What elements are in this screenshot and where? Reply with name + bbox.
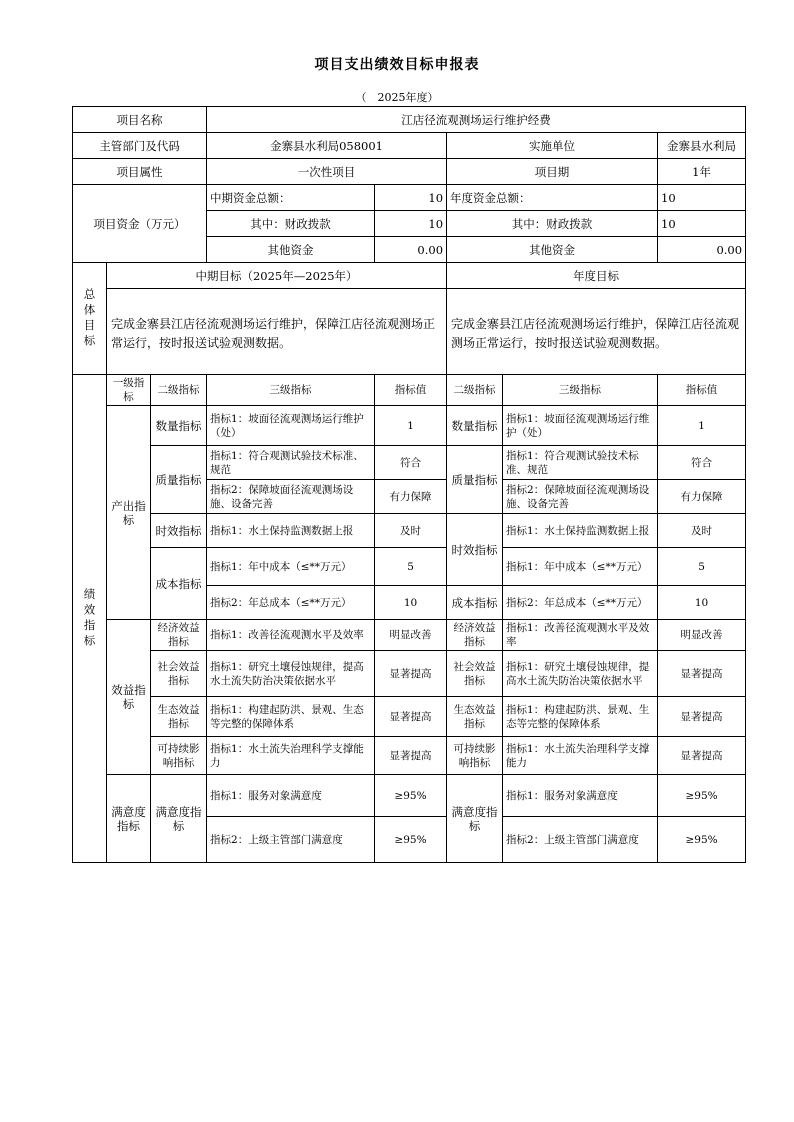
indicator-value-right: 显著提高 xyxy=(658,651,746,697)
col-level3: 三级指标 xyxy=(207,375,375,406)
cost-indicator: 成本指标 xyxy=(151,548,207,620)
indicator-text: 指标1：符合观测试验技术标准、规范 xyxy=(207,446,375,480)
indicator-text-right: 指标1：水土流失治理科学支撑能力 xyxy=(503,737,658,775)
indicator-text-right: 指标1：研究土壤侵蚀规律，提高水土流失防治决策依据水平 xyxy=(503,651,658,697)
col-level2-right: 二级指标 xyxy=(447,375,503,406)
timeliness-indicator-right: 时效指标 xyxy=(447,514,503,586)
project-name-label: 项目名称 xyxy=(73,107,207,133)
indicator-value-right: 5 xyxy=(658,548,746,586)
year-goal-text: 完成金寨县江店径流观测场运行维护，保障江店径流观测场正常运行，按时报送试验观测数据。 xyxy=(447,289,746,375)
impl-unit-value: 金寨县水利局 xyxy=(658,133,746,159)
indicator-value: ≥95% xyxy=(375,817,447,863)
project-attr-value: 一次性项目 xyxy=(207,159,447,185)
indicator-text-right: 指标1：水土保持监测数据上报 xyxy=(503,514,658,548)
timeliness-indicator: 时效指标 xyxy=(151,514,207,548)
economic-indicator: 经济效益指标 xyxy=(151,620,207,651)
indicator-text: 指标1：服务对象满意度 xyxy=(207,775,375,817)
funds-label: 项目资金（万元） xyxy=(73,185,207,263)
col-level3-right: 三级指标 xyxy=(503,375,658,406)
indicator-text-right: 指标2：上级主管部门满意度 xyxy=(503,817,658,863)
impl-unit-label: 实施单位 xyxy=(447,133,658,159)
col-level2: 二级指标 xyxy=(151,375,207,406)
indicator-value-right: 1 xyxy=(658,406,746,446)
indicator-value: 5 xyxy=(375,548,447,586)
indicator-value-right: ≥95% xyxy=(658,817,746,863)
indicator-text-right: 指标1：符合观测试验技术标准、规范 xyxy=(503,446,658,480)
indicator-text-right: 指标1：坡面径流观测场运行维护（处） xyxy=(503,406,658,446)
indicator-value: 及时 xyxy=(375,514,447,548)
indicator-value-right: 符合 xyxy=(658,446,746,480)
indicator-text: 指标1：水土保持监测数据上报 xyxy=(207,514,375,548)
indicator-text: 指标1：研究土壤侵蚀规律，提高水土流失防治决策依据水平 xyxy=(207,651,375,697)
indicator-value-right: ≥95% xyxy=(658,775,746,817)
indicator-value-right: 10 xyxy=(658,586,746,620)
indicator-text-right: 指标1：服务对象满意度 xyxy=(503,775,658,817)
indicator-text: 指标2：上级主管部门满意度 xyxy=(207,817,375,863)
indicator-value: 显著提高 xyxy=(375,651,447,697)
project-period-value: 1年 xyxy=(658,159,746,185)
year-line: （ 2025年度） xyxy=(355,91,439,104)
satisfaction-indicator-label: 满意度指标 xyxy=(107,775,151,863)
indicator-text-right: 指标1：年中成本（≤**万元） xyxy=(503,548,658,586)
indicator-text-right: 指标2：保障坡面径流观测场设施、设备完善 xyxy=(503,480,658,514)
ecological-indicator: 生态效益指标 xyxy=(151,697,207,737)
social-indicator: 社会效益指标 xyxy=(151,651,207,697)
mid-total-value: 10 xyxy=(375,185,447,211)
indicator-text-right: 指标1：改善径流观测水平及效率 xyxy=(503,620,658,651)
indicator-value: 1 xyxy=(375,406,447,446)
indicator-value-right: 显著提高 xyxy=(658,737,746,775)
year-goal-header: 年度目标 xyxy=(447,263,746,289)
sustainable-indicator: 可持续影响指标 xyxy=(151,737,207,775)
indicator-text: 指标2：年总成本（≤**万元） xyxy=(207,586,375,620)
economic-indicator-right: 经济效益指标 xyxy=(447,620,503,651)
performance-target-table xyxy=(72,106,746,863)
col-value: 指标值 xyxy=(375,375,447,406)
indicator-text: 指标2：保障坡面径流观测场设施、设备完善 xyxy=(207,480,375,514)
ecological-indicator-right: 生态效益指标 xyxy=(447,697,503,737)
indicator-text: 指标1：年中成本（≤**万元） xyxy=(207,548,375,586)
year-total-value: 10 xyxy=(658,185,746,211)
indicator-text: 指标1：改善径流观测水平及效率 xyxy=(207,620,375,651)
project-period-label: 项目期 xyxy=(447,159,658,185)
indicator-value: 10 xyxy=(375,586,447,620)
indicator-value-right: 有力保障 xyxy=(658,480,746,514)
col-value-right: 指标值 xyxy=(658,375,746,406)
quality-indicator-right: 质量指标 xyxy=(447,446,503,514)
social-indicator-right: 社会效益指标 xyxy=(447,651,503,697)
benefit-indicator-label: 效益指标 xyxy=(107,620,151,775)
quality-indicator: 质量指标 xyxy=(151,446,207,514)
perf-indicator-label: 绩效指标 xyxy=(73,375,107,863)
year-other-value: 0.00 xyxy=(658,237,746,263)
sustainable-indicator-right: 可持续影响指标 xyxy=(447,737,503,775)
indicator-value: 显著提高 xyxy=(375,737,447,775)
indicator-value: 显著提高 xyxy=(375,697,447,737)
dept-label: 主管部门及代码 xyxy=(73,133,207,159)
indicator-text: 指标1：坡面径流观测场运行维护（处） xyxy=(207,406,375,446)
satisfaction-indicator: 满意度指标 xyxy=(151,775,207,863)
year-fiscal-label: 其中：财政拨款 xyxy=(447,211,658,237)
mid-other-value: 0.00 xyxy=(375,237,447,263)
indicator-value: 符合 xyxy=(375,446,447,480)
col-level1: 一级指标 xyxy=(107,375,151,406)
mid-fiscal-value: 10 xyxy=(375,211,447,237)
overall-goal-label: 总体目标 xyxy=(73,263,107,375)
mid-fiscal-label: 其中：财政拨款 xyxy=(207,211,375,237)
year-other-label: 其他资金 xyxy=(447,237,658,263)
indicator-text-right: 指标2：年总成本（≤**万元） xyxy=(503,586,658,620)
indicator-value-right: 显著提高 xyxy=(658,697,746,737)
mid-total-label: 中期资金总额： xyxy=(207,185,375,211)
indicator-value: 有力保障 xyxy=(375,480,447,514)
mid-goal-header: 中期目标（2025年—2025年） xyxy=(107,263,447,289)
project-name-value: 江店径流观测场运行维护经费 xyxy=(207,107,746,133)
year-total-label: 年度资金总额： xyxy=(447,185,658,211)
dept-value: 金寨县水利局058001 xyxy=(207,133,447,159)
form-title: 项目支出绩效目标申报表 xyxy=(314,57,480,73)
indicator-value: 明显改善 xyxy=(375,620,447,651)
indicator-text: 指标1：构建起防洪、景观、生态等完整的保障体系 xyxy=(207,697,375,737)
cost-indicator-right: 成本指标 xyxy=(447,586,503,620)
year-fiscal-value: 10 xyxy=(658,211,746,237)
indicator-text-right: 指标1：构建起防洪、景观、生态等完整的保障体系 xyxy=(503,697,658,737)
indicator-value-right: 明显改善 xyxy=(658,620,746,651)
mid-goal-text: 完成金寨县江店径流观测场运行维护，保障江店径流观测场正常运行，按时报送试验观测数据。 xyxy=(107,289,447,375)
quantity-indicator-right: 数量指标 xyxy=(447,406,503,446)
indicator-text: 指标1：水土流失治理科学支撑能力 xyxy=(207,737,375,775)
quantity-indicator: 数量指标 xyxy=(151,406,207,446)
output-indicator-label: 产出指标 xyxy=(107,406,151,620)
mid-other-label: 其他资金 xyxy=(207,237,375,263)
satisfaction-indicator-right: 满意度指标 xyxy=(447,775,503,863)
indicator-value-right: 及时 xyxy=(658,514,746,548)
project-attr-label: 项目属性 xyxy=(73,159,207,185)
indicator-value: ≥95% xyxy=(375,775,447,817)
